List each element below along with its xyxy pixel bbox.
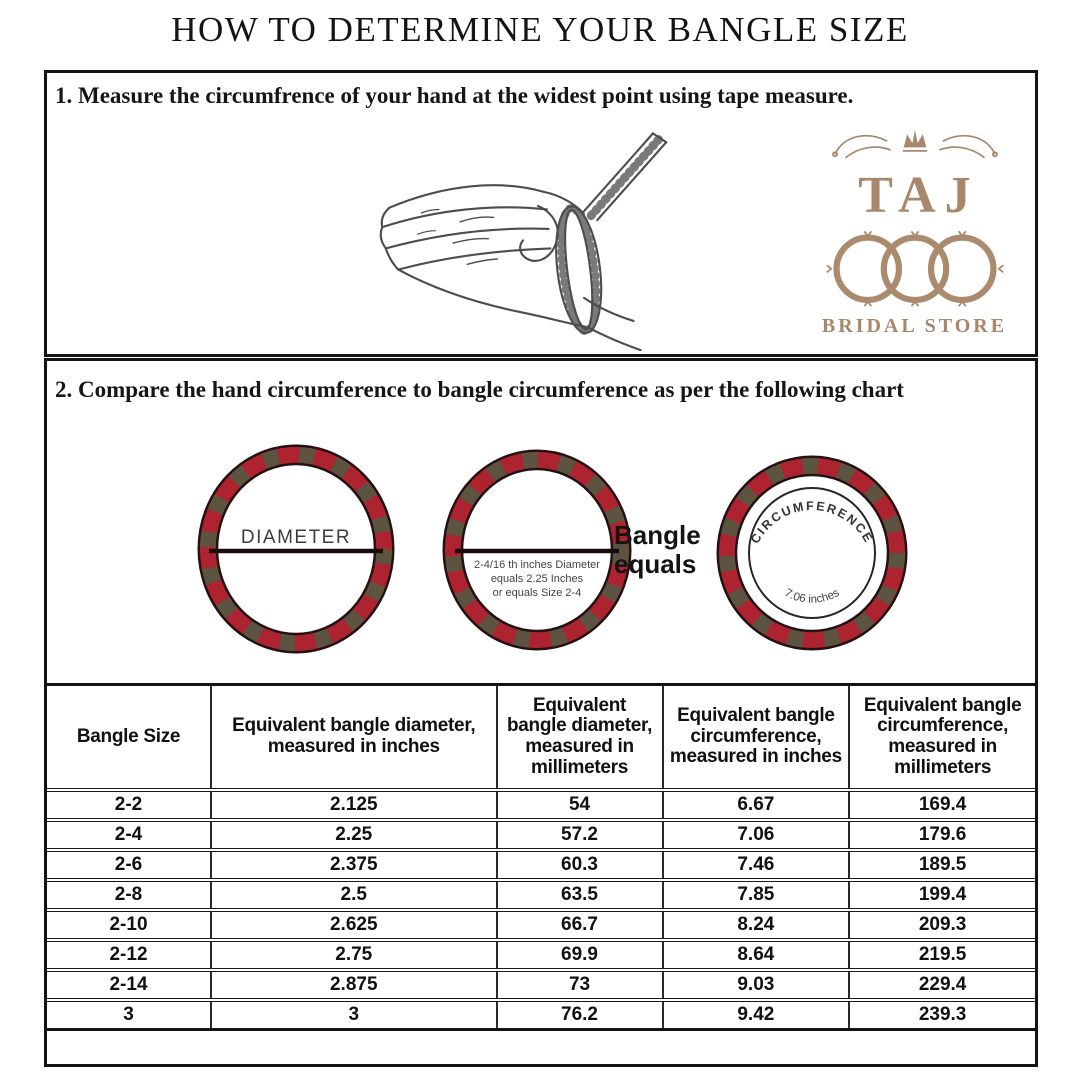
table-cell: 3 [211, 1000, 497, 1030]
table-cell: 229.4 [849, 970, 1035, 1000]
step1-section [44, 70, 1038, 357]
table-cell: 199.4 [849, 880, 1035, 910]
table-cell: 57.2 [497, 820, 663, 850]
table-cell: 2-6 [47, 850, 211, 880]
example-caption-line1: 2-4/16 th inches Diameter [474, 559, 600, 571]
table-row [47, 850, 1035, 880]
table-cell: 2.625 [211, 910, 497, 940]
table-cell: 2-10 [47, 910, 211, 940]
bangle-diameter-icon [196, 443, 396, 655]
table-cell: 219.5 [849, 940, 1035, 970]
circumference-value: 7.06 inches [782, 586, 842, 606]
hand-measure-illustration [340, 121, 690, 351]
example-caption-line2: equals 2.25 Inches [490, 573, 584, 585]
taj-logo [807, 123, 1022, 338]
table-cell: 2.75 [211, 940, 497, 970]
logo-rings-icon [815, 226, 1015, 308]
table-cell: 6.67 [663, 790, 850, 820]
bangle-size-example-diagram [441, 448, 633, 657]
bangle-circumference-diagram [715, 453, 910, 658]
step1-heading: 1. Measure the circumfrence of your hand at the widest point using tape measure. [55, 83, 854, 108]
logo-ornament-icon [815, 123, 1015, 163]
size-table-wrap [47, 683, 1035, 1031]
column-header: Equivalent bangle circumference, measured in millimeters [849, 685, 1035, 791]
step2-heading: 2. Compare the hand circumference to bangle circumference as per the following chart [55, 377, 904, 402]
table-cell: 63.5 [497, 880, 663, 910]
table-cell: 7.46 [663, 850, 850, 880]
table-cell: 169.4 [849, 790, 1035, 820]
example-caption-line3: or equals Size 2-4 [492, 587, 582, 599]
table-row [47, 1000, 1035, 1030]
size-table [47, 683, 1035, 1031]
table-cell: 2.875 [211, 970, 497, 1000]
table-cell: 8.64 [663, 940, 850, 970]
table-cell: 66.7 [497, 910, 663, 940]
table-cell: 2-4 [47, 820, 211, 850]
diameter-label: DIAMETER [240, 527, 352, 548]
table-row [47, 910, 1035, 940]
table-row [47, 880, 1035, 910]
logo-brand-name: TAJ [858, 167, 980, 224]
table-row [47, 970, 1035, 1000]
table-cell: 2-8 [47, 880, 211, 910]
table-cell: 9.03 [663, 970, 850, 1000]
table-cell: 2-12 [47, 940, 211, 970]
table-cell: 60.3 [497, 850, 663, 880]
column-header: Equivalent bangle circumference, measured in inches [663, 685, 850, 791]
table-cell: 209.3 [849, 910, 1035, 940]
column-header: Equivalent bangle diameter, measured in inches [211, 685, 497, 791]
table-cell: 7.85 [663, 880, 850, 910]
table-cell: 2.5 [211, 880, 497, 910]
equals-line2: equals [614, 548, 697, 579]
bangle-diameter-diagram [196, 443, 396, 660]
table-row [47, 820, 1035, 850]
equals-line1: Bangle [614, 520, 701, 550]
table-cell: 3 [47, 1000, 211, 1030]
bangle-circumference-icon [715, 453, 910, 653]
logo-subtitle: BRIDAL STORE [821, 315, 1008, 337]
table-cell: 179.6 [849, 820, 1035, 850]
table-cell: 2.125 [211, 790, 497, 820]
bangle-equals-label [614, 521, 729, 578]
column-header: Bangle Size [47, 685, 211, 791]
page-title: HOW TO DETERMINE YOUR BANGLE SIZE [171, 10, 909, 49]
table-row [47, 790, 1035, 820]
table-cell: 2-2 [114, 794, 143, 815]
table-cell: 9.42 [663, 1000, 850, 1030]
table-cell: 7.06 [663, 820, 850, 850]
table-cell: 2.375 [211, 850, 497, 880]
table-cell: 189.5 [849, 850, 1035, 880]
table-cell: 8.24 [663, 910, 850, 940]
table-cell: 54 [497, 790, 663, 820]
table-cell: 73 [497, 970, 663, 1000]
table-cell: 239.3 [849, 1000, 1035, 1030]
table-row [47, 940, 1035, 970]
column-header: Equivalent bangle diameter, measured in millimeters [497, 685, 663, 791]
table-cell: 69.9 [497, 940, 663, 970]
step2-section [44, 358, 1038, 1067]
table-cell: 76.2 [497, 1000, 663, 1030]
circumference-label: CIRCUMFERENCE [747, 498, 877, 547]
table-cell: 2-14 [47, 970, 211, 1000]
header-row [47, 685, 1035, 791]
table-cell: 2.25 [211, 820, 497, 850]
bangle-example-icon [441, 448, 633, 652]
hand-sketch-icon [340, 121, 690, 351]
